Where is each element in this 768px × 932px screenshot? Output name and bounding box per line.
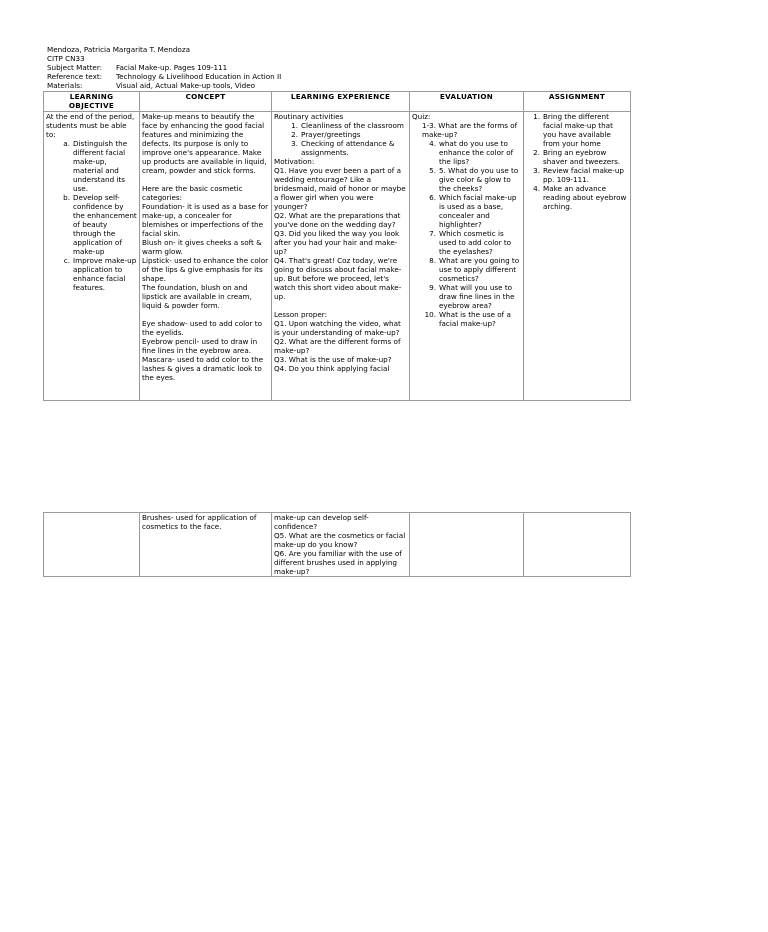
question: make-up can develop self-confidence?	[274, 513, 369, 531]
objective-list	[46, 139, 137, 292]
list-item: 5. 5. What do you use to give color & glow to the cheeks?	[429, 166, 519, 193]
column-header-experience: LEARNING EXPERIENCE	[272, 92, 410, 112]
concept-paragraph: Here are the basic cosmetic categories:	[142, 184, 243, 202]
document-header	[47, 45, 607, 90]
evaluation-cell	[410, 112, 524, 401]
reference-label: Reference text:	[47, 72, 103, 81]
concept-paragraph: Foundation- it is used as a base for make-up, a concealer for blemishes or imperfections of the facial skin.	[142, 202, 269, 238]
column-header-concept: CONCEPT	[140, 92, 272, 112]
list-item: 8. What are you going to use to apply different cosmetics?	[429, 256, 520, 283]
table-header-row	[44, 92, 631, 112]
lesson-label: Lesson proper:	[274, 310, 328, 319]
column-header-objective: LEARNING OBJECTIVE	[44, 92, 140, 112]
question: Q3. What is the use of make-up?	[274, 355, 392, 364]
list-item: c. Improve make-up application to enhance facial features.	[63, 256, 137, 292]
question: Q6. Are you familiar with the use of different brushes used in applying make-up?	[274, 549, 402, 576]
experience-cell	[272, 112, 410, 401]
question: Q2. What are the preparations that you've done on the wedding day?	[274, 211, 401, 229]
concept-paragraph: Mascara- used to add color to the lashes & gives a dramatic look to the eyes.	[142, 355, 264, 382]
list-item: 2. Prayer/greetings	[291, 130, 361, 139]
list-item: 9. What will you use to draw fine lines in the eyebrow area?	[429, 283, 515, 310]
assignment-list	[526, 112, 628, 211]
column-header-evaluation: EVALUATION	[410, 92, 524, 112]
list-item: 1. Bring the different facial make-up that you have available from your home	[533, 112, 613, 148]
objective-cell	[44, 513, 140, 577]
question: Q3. Did you liked the way you look after you had your hair and make-up?	[274, 229, 400, 256]
question: Q2. What are the different forms of make-up?	[274, 337, 401, 355]
routine-list	[274, 121, 407, 157]
list-item: 3. Checking of attendance & assignments.	[291, 139, 395, 157]
lesson-plan-table-continued	[43, 512, 631, 577]
quiz-list	[412, 139, 521, 328]
list-item: 2. Bring an eyebrow shaver and tweezers.	[533, 148, 621, 166]
concept-paragraph: Make-up means to beautify the face by enhancing the good facial features and minimizing the defects. Its purpose is only to improve one's appearance. Make up products are available in liquid, cream, powder and stick forms.	[142, 112, 267, 175]
reference-value: Technology & Livelihood Education in Action II	[116, 72, 282, 81]
question: Q4. Do you think applying facial	[274, 364, 390, 373]
routine-title: Routinary activities	[274, 112, 344, 121]
question: Q1. Upon watching the video, what is your understanding of make-up?	[274, 319, 401, 337]
lesson-plan-table	[43, 91, 631, 401]
concept-paragraph: The foundation, blush on and lipstick are available in cream, liquid & powder form.	[142, 283, 252, 310]
concept-paragraph: Blush on- it gives cheeks a soft & warm glow.	[142, 238, 262, 256]
concept-cell	[140, 513, 272, 577]
experience-cell	[272, 513, 410, 577]
list-item: b. Develop self-confidence by the enhancement of beauty through the application of make-up	[63, 193, 137, 256]
quiz-item: 1-3. What are the forms of make-up?	[422, 121, 518, 139]
materials-label: Materials:	[47, 81, 83, 90]
concept-paragraph: Eyebrow pencil- used to draw in fine lines in the eyebrow area.	[142, 337, 258, 355]
quiz-label: Quiz:	[412, 112, 431, 121]
subject-label: Subject Matter:	[47, 63, 103, 72]
concept-cell	[140, 112, 272, 401]
question: Q5. What are the cosmetics or facial make-up do you know?	[274, 531, 406, 549]
assignment-cell	[524, 112, 631, 401]
author-name: Mendoza, Patricia Margarita T. Mendoza	[47, 45, 190, 54]
motivation-label: Motivation:	[274, 157, 315, 166]
column-header-assignment: ASSIGNMENT	[524, 92, 631, 112]
subject-value: Facial Make-up. Pages 109-111	[116, 63, 228, 72]
list-item: 3. Review facial make-up pp. 109-111.	[533, 166, 624, 184]
question: Q1. Have you ever been a part of a wedding entourage? Like a bridesmaid, maid of honor or maybe a flower girl when you were younger?	[274, 166, 406, 211]
evaluation-cell	[410, 513, 524, 577]
concept-paragraph: Brushes- used for application of cosmetics to the face.	[142, 513, 257, 531]
course-code: CITP CN33	[47, 54, 85, 63]
objective-intro: At the end of the period, students must be able to:	[46, 112, 135, 139]
list-item: 7. Which cosmetic is used to add color to the eyelashes?	[429, 229, 512, 256]
list-item: a. Distinguish the different facial make-up, material and understand its use.	[63, 139, 128, 193]
objective-cell	[44, 112, 140, 401]
list-item: 10. What is the use of a facial make-up?	[424, 310, 511, 328]
concept-paragraph: Eye shadow- used to add color to the eyelids.	[142, 319, 263, 337]
list-item: 6. Which facial make-up is used as a base, concealer and highlighter?	[429, 193, 517, 229]
concept-paragraph: Lipstick- used to enhance the color of the lips & give emphasis for its shape.	[142, 256, 269, 283]
table-row	[44, 513, 631, 577]
list-item: 4. Make an advance reading about eyebrow arching.	[533, 184, 627, 211]
table-row	[44, 112, 631, 401]
list-item: 4. what do you use to enhance the color of the lips?	[429, 139, 514, 166]
question: Q4. That's great! Coz today, we're going to discuss about facial make-up. But before we proceed, let's watch this short video about make-up.	[274, 256, 402, 301]
assignment-cell	[524, 513, 631, 577]
list-item: 1. Cleanliness of the classroom	[291, 121, 404, 130]
materials-value: Visual aid, Actual Make-up tools, Video	[116, 81, 256, 90]
